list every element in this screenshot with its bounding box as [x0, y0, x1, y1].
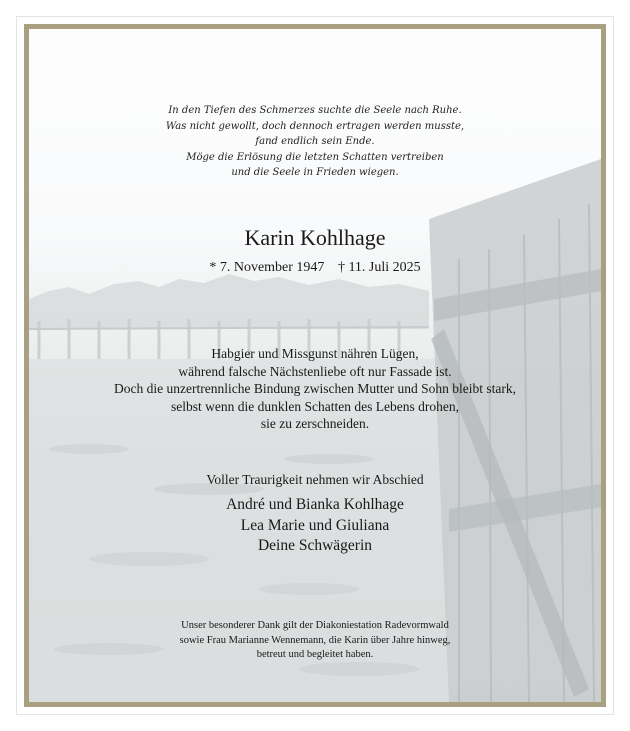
- verse-line: während falsche Nächstenliebe oft nur Fassade ist.: [178, 363, 452, 379]
- verse-line: selbst wenn die dunklen Schatten des Lebens drohen,: [171, 398, 459, 414]
- farewell-line: Voller Traurigkeit nehmen wir Abschied: [206, 472, 424, 487]
- verse: [29, 345, 601, 433]
- verse-line: Doch die unzertrennliche Bindung zwischen Mutter und Sohn bleibt stark,: [114, 381, 516, 396]
- deceased-name: Karin Kohlhage: [244, 225, 386, 250]
- verse-line: sie zu zerschneiden.: [260, 416, 370, 431]
- verse-line: Habgier und Missgunst nähren Lügen,: [211, 346, 419, 361]
- thanks-line: betreut und begleitet haben.: [256, 649, 374, 660]
- opening-poem: [29, 103, 601, 181]
- poem-line: Möge die Erlösung die letzten Schatten vertreiben: [186, 151, 444, 163]
- notice-text: [29, 29, 601, 702]
- thanks-line: sowie Frau Marianne Wennemann, die Karin über Jahre hinweg,: [179, 634, 451, 646]
- death-date: † 11. Juli 2025: [337, 260, 421, 275]
- mourner-line: André und Bianka Kohlhage: [226, 496, 404, 513]
- mourners: [29, 495, 601, 557]
- life-dates: [29, 260, 601, 276]
- mourner-line: Lea Marie und Giuliana: [240, 516, 390, 534]
- acknowledgement: [29, 619, 601, 663]
- poem-line: In den Tiefen des Schmerzes suchte die Seele nach Ruhe.: [168, 105, 462, 116]
- poem-line: fand endlich sein Ende.: [255, 136, 375, 147]
- poem-line: und die Seele in Frieden wiegen.: [231, 167, 399, 178]
- notice-frame: [24, 24, 606, 707]
- thanks-line: Unser besonderer Dank gilt der Diakoniestation Radevormwald: [181, 620, 449, 631]
- birth-date: * 7. November 1947: [209, 260, 325, 275]
- poem-line: Was nicht gewollt, doch dennoch ertragen werden musste,: [165, 120, 465, 132]
- mourner-line: Deine Schwägerin: [257, 537, 373, 554]
